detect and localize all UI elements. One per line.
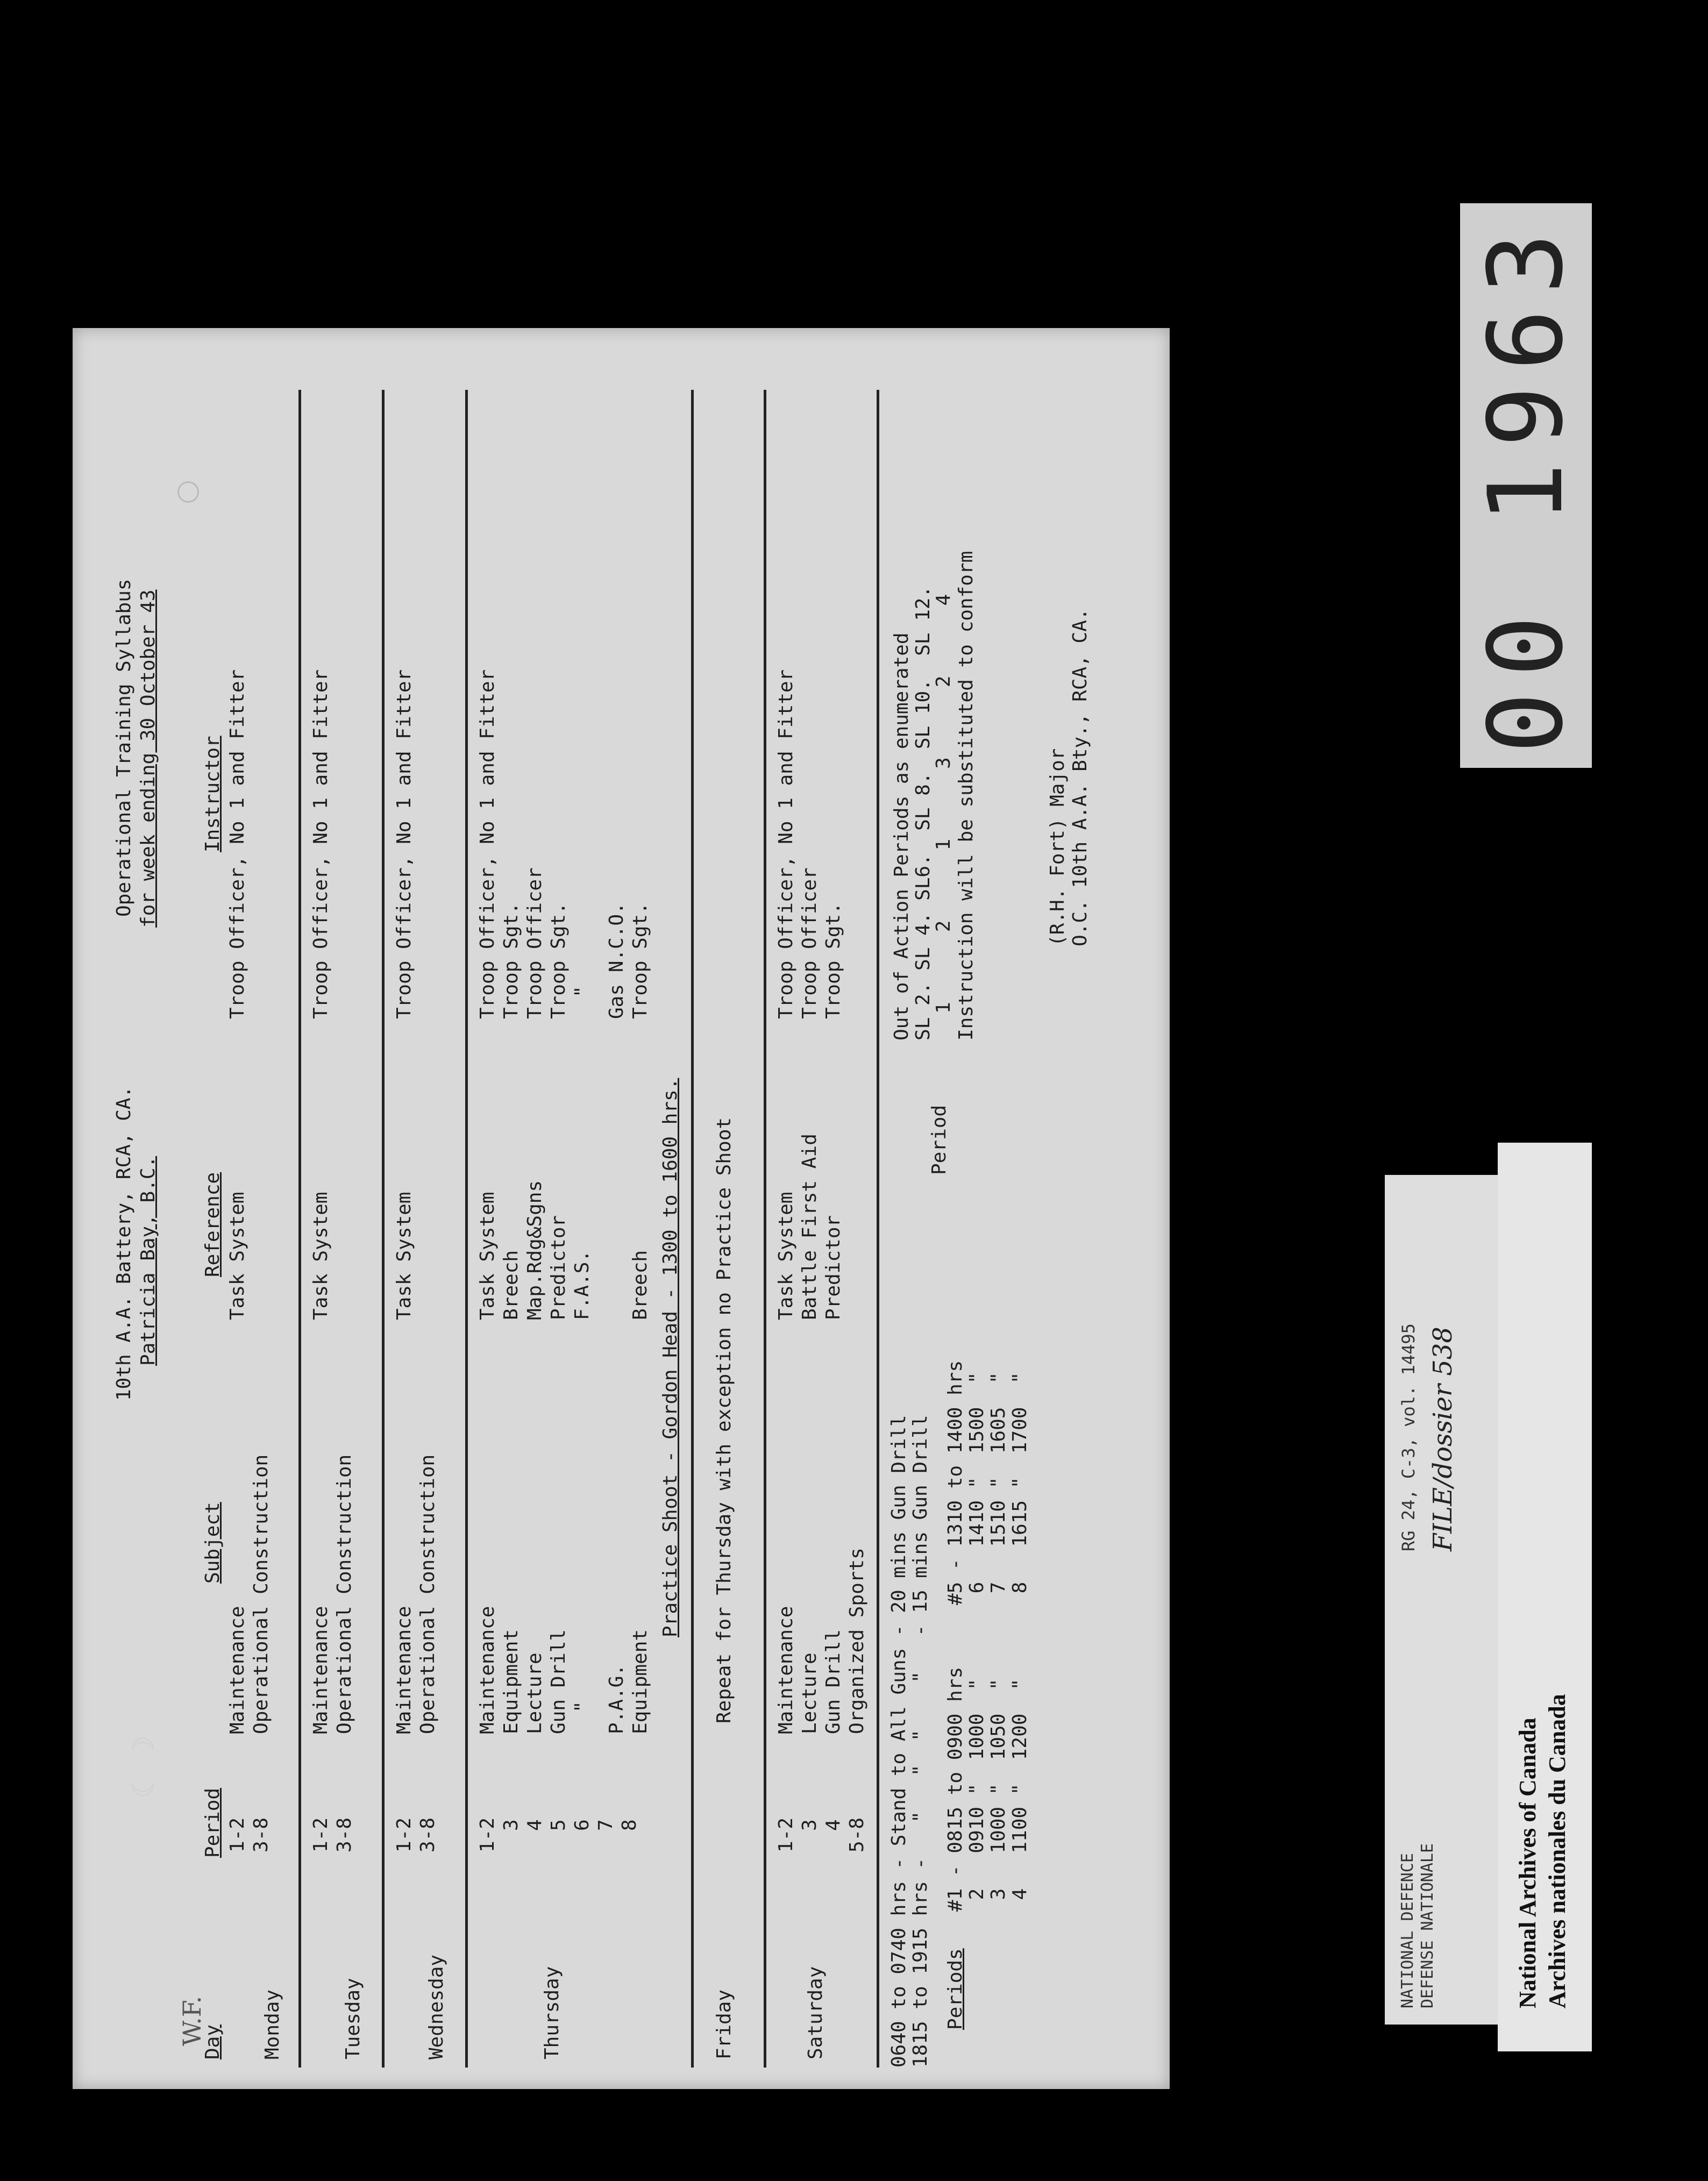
- out-of-action-lights: SL 2. SL 4. SL6. SL 8. SL 10. SL 12.: [912, 586, 934, 1040]
- wednesday-period-2: 3-8: [417, 1817, 439, 1852]
- period-time-1: #1 - 0815 to 0900 hrs: [944, 1666, 966, 1912]
- monday-period-2: 3-8: [250, 1817, 272, 1852]
- period-time-4: 4 1100 " 1200 ": [1009, 1678, 1031, 1912]
- row-divider: [298, 390, 301, 2068]
- saturday-subject-4: Organized Sports: [846, 1548, 868, 1734]
- saturday-instructor-2: Troop Officer: [799, 867, 821, 1019]
- thursday-reference-5: F.A.S.: [571, 1250, 593, 1320]
- header-day: Day: [202, 2024, 224, 2059]
- thursday-subject-1: Maintenance: [476, 1606, 499, 1734]
- label-archives-fr: Archives nationales du Canada: [1544, 1694, 1570, 2008]
- out-of-action-heading: Out of Action Periods as enumerated: [891, 632, 913, 1040]
- tuesday-subject-1: Maintenance: [310, 1606, 332, 1734]
- thursday-instructor-5: ": [571, 986, 593, 997]
- thursday-subject-7: Equipment: [629, 1629, 651, 1734]
- out-of-action-instruction: Instruction will be substituted to conform: [955, 551, 977, 1040]
- period-time-3: 3 1000 " 1050 ": [987, 1678, 1009, 1912]
- thursday-subject-5: ": [571, 1701, 593, 1713]
- wednesday-period-1: 1-2: [393, 1817, 415, 1852]
- wednesday-reference-1: Task System: [393, 1192, 415, 1320]
- day-thursday: Thursday: [541, 1966, 563, 2059]
- thursday-instructor-2: Troop Sgt.: [500, 902, 522, 1019]
- header-period: Period: [202, 1787, 224, 1858]
- row-divider: [691, 390, 694, 2068]
- stand-to-evening: 1815 to 1915 hrs - " " " " - 15 mins Gun Drill: [909, 1415, 931, 2068]
- header-reference: Reference: [202, 1172, 224, 1277]
- day-friday: Friday: [713, 1989, 735, 2059]
- header-subject: Subject: [202, 1502, 224, 1584]
- unit-location: Patricia Bay, B.C.: [137, 1156, 159, 1366]
- thursday-reference-2: Breech: [500, 1250, 522, 1320]
- out-of-action-period-numbers: 1 2 1 3 2 4: [933, 594, 955, 1014]
- label-dept-fr: DEFENSE NATIONALE: [1418, 1843, 1437, 2008]
- saturday-period-4: 5-8: [846, 1817, 868, 1852]
- label-file-number: FILE/dossier 538: [1428, 1327, 1458, 1551]
- thursday-period-4: 5: [547, 1819, 570, 1831]
- stand-to-morning: 0640 to 0740 hrs - Stand to All Guns - 20 mins Gun Drill: [888, 1415, 910, 2068]
- day-saturday: Saturday: [805, 1966, 827, 2059]
- thursday-subject-2: Equipment: [500, 1629, 522, 1734]
- practice-shoot-note: Practice Shoot - Gordon Head - 1300 to 1600 hrs.: [659, 1078, 681, 1637]
- label-reference: RG 24, C-3, vol. 14495: [1398, 1323, 1419, 1551]
- thursday-reference-3: Map.Rdg&Sgns: [524, 1180, 546, 1320]
- syllabus-content: [73, 328, 1170, 2089]
- monday-subject-2: Operational Construction: [250, 1454, 272, 1734]
- wednesday-subject-1: Maintenance: [393, 1606, 415, 1734]
- wednesday-instructor-1: Troop Officer, No 1 and Fitter: [393, 669, 415, 1019]
- label-dept-en: NATIONAL DEFENCE: [1398, 1853, 1417, 2008]
- thursday-instructor-4: Troop Sgt.: [547, 902, 570, 1019]
- thursday-period-7: 8: [618, 1819, 640, 1831]
- saturday-period-2: 3: [799, 1819, 821, 1831]
- tuesday-subject-2: Operational Construction: [333, 1454, 355, 1734]
- thursday-subject-4: Gun Drill: [547, 1629, 570, 1734]
- punch-hole: [177, 481, 199, 503]
- thursday-period-6: 7: [595, 1819, 617, 1831]
- saturday-period-3: 4: [822, 1819, 844, 1831]
- syllabus-sheet: [73, 328, 1170, 2089]
- tuesday-instructor-1: Troop Officer, No 1 and Fitter: [310, 669, 332, 1019]
- thursday-subject-3: Lecture: [524, 1652, 546, 1734]
- monday-instructor-1: Troop Officer, No 1 and Fitter: [226, 669, 248, 1019]
- wednesday-subject-2: Operational Construction: [417, 1454, 439, 1734]
- monday-reference-1: Task System: [226, 1192, 248, 1320]
- thursday-period-5: 6: [571, 1819, 593, 1831]
- row-divider: [382, 390, 385, 2068]
- thursday-reference-7: Breech: [629, 1250, 651, 1320]
- saturday-period-1: 1-2: [775, 1817, 797, 1852]
- saturday-reference-1: Task System: [775, 1192, 797, 1320]
- row-divider: [764, 390, 766, 2068]
- friday-note: Repeat for Thursday with exception no Practice Shoot: [713, 1117, 735, 1723]
- saturday-subject-3: Gun Drill: [822, 1629, 844, 1734]
- header-instructor: Instructor: [202, 736, 224, 852]
- row-divider: [465, 390, 468, 2068]
- saturday-instructor-1: Troop Officer, No 1 and Fitter: [775, 669, 797, 1019]
- saturday-reference-3: Predictor: [822, 1215, 844, 1320]
- thursday-instructor-7: Troop Sgt.: [629, 902, 651, 1019]
- thursday-reference-1: Task System: [476, 1192, 499, 1320]
- thursday-instructor-3: Troop Officer: [524, 867, 546, 1019]
- thursday-period-2: 3: [500, 1819, 522, 1831]
- period-time-5: #5 - 1310 to 1400 hrs: [944, 1360, 966, 1605]
- page-watermark: ☾ ☽: [126, 1735, 161, 1799]
- period-time-6: 6 1410 " 1500 ": [966, 1372, 988, 1605]
- syllabus-week: for week ending 30 October 43: [137, 589, 159, 928]
- saturday-reference-2: Battle First Aid: [799, 1134, 821, 1320]
- tuesday-period-1: 1-2: [310, 1817, 332, 1852]
- periods-label: Periods: [944, 1948, 966, 2030]
- thursday-reference-4: Predictor: [547, 1215, 570, 1320]
- thursday-period-3: 4: [524, 1819, 546, 1831]
- tuesday-reference-1: Task System: [310, 1192, 332, 1320]
- thursday-instructor-6: Gas N.C.O.: [606, 902, 628, 1019]
- thursday-subject-6: P.A.G.: [606, 1664, 628, 1734]
- monday-period-1: 1-2: [226, 1817, 248, 1852]
- unit-name: 10th A.A. Battery, RCA, CA.: [113, 1086, 135, 1401]
- saturday-subject-1: Maintenance: [775, 1606, 797, 1734]
- saturday-subject-2: Lecture: [799, 1652, 821, 1734]
- day-wednesday: Wednesday: [425, 1954, 447, 2059]
- monday-subject-1: Maintenance: [226, 1606, 248, 1734]
- label-archives-en: National Archives of Canada: [1514, 1717, 1541, 2008]
- period-time-8: 8 1615 " 1700 ": [1009, 1372, 1031, 1605]
- period-time-7: 7 1510 " 1605 ": [987, 1372, 1009, 1605]
- period-time-2: 2 0910 " 1000 ": [966, 1678, 988, 1912]
- archives-canada-label: [1498, 1143, 1592, 2051]
- day-monday: Monday: [261, 1989, 283, 2059]
- thursday-period-1: 1-2: [476, 1817, 499, 1852]
- syllabus-title: Operational Training Syllabus: [113, 579, 135, 917]
- out-of-action-period-label: Period: [928, 1104, 950, 1175]
- document-number-stamp: [1460, 203, 1592, 768]
- thursday-instructor-1: Troop Officer, No 1 and Fitter: [476, 669, 499, 1019]
- saturday-instructor-3: Troop Sgt.: [822, 902, 844, 1019]
- handwritten-mark: W.F.: [177, 1995, 207, 2046]
- document-number: 00 1963: [1467, 217, 1585, 754]
- day-tuesday: Tuesday: [342, 1978, 364, 2059]
- tuesday-period-2: 3-8: [333, 1817, 355, 1852]
- signature-title: O.C. 10th A.A. Bty., RCA, CA.: [1069, 608, 1091, 946]
- signature-name: (R.H. Fort) Major: [1047, 748, 1069, 946]
- row-divider: [877, 390, 879, 2068]
